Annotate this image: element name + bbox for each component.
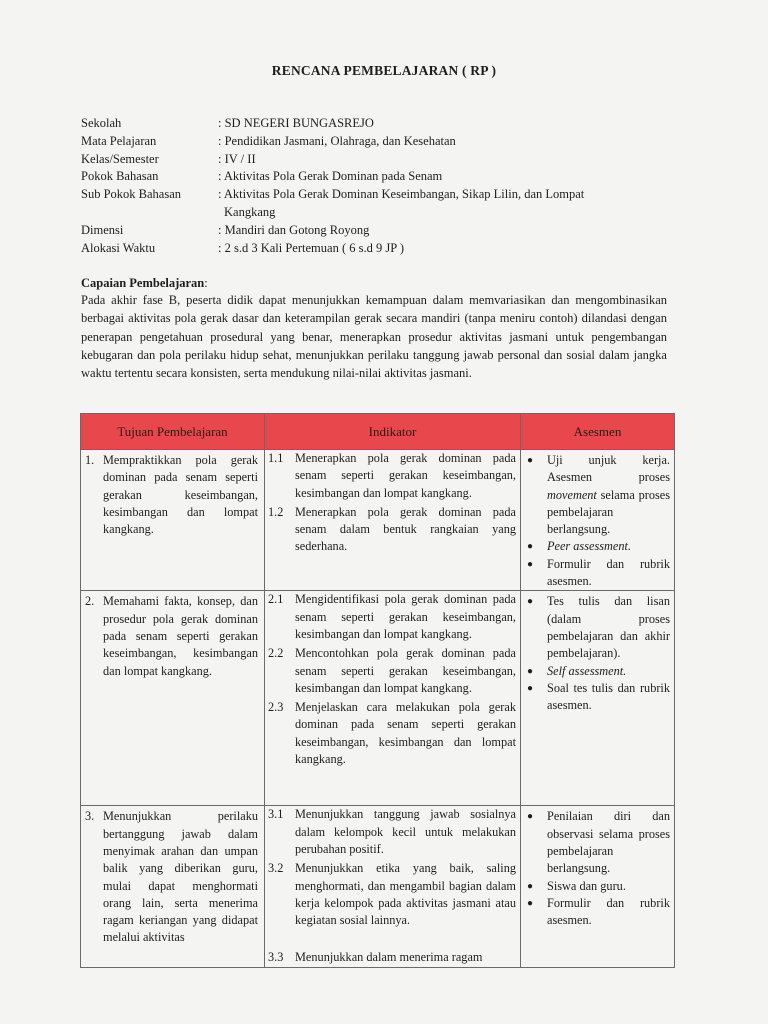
table-row (81, 806, 675, 967)
indikator-item (265, 699, 520, 768)
identity-row (81, 115, 638, 133)
identity-row (81, 168, 638, 186)
indikator-number: 2.2 (268, 646, 284, 661)
asesmen-item (527, 663, 670, 680)
indikator-text: Menerapkan pola gerak dominan pada senam dalam bentuk rangkaian yang sederhana. (295, 504, 516, 554)
identity-row (81, 151, 638, 169)
header-indikator: Indikator (265, 414, 521, 450)
capaian-heading-colon: : (204, 276, 208, 290)
asesmen-text (547, 538, 670, 555)
asesmen-text-part: Formulir dan rubrik asesmen. (547, 895, 670, 928)
indikator-text: Mencontohkan pola gerak dominan pada senam seperti gerakan keseimbangan, kesimbangan dan lompat kangkang. (295, 646, 516, 695)
identity-value: : Aktivitas Pola Gerak Dominan pada Senam (218, 169, 443, 184)
identity-value (218, 186, 638, 222)
indikator-number: 2.3 (268, 700, 284, 715)
bullet-icon: ● (527, 558, 534, 570)
indikator-item (265, 949, 520, 966)
table-row (81, 450, 675, 591)
asesmen-text (547, 680, 670, 715)
identity-label: Pokok Bahasan (81, 169, 159, 184)
tujuan-text: Mempraktikkan pola gerak dominan pada senam seperti gerakan keseimbangan, kesimbangan dan lompat kangkang. (103, 453, 258, 537)
tujuan-cell (81, 806, 265, 967)
identity-table (81, 115, 638, 257)
identity-label: Alokasi Waktu (81, 240, 156, 255)
learning-objectives-table (80, 413, 675, 968)
asesmen-item (527, 895, 670, 930)
header-tujuan: Tujuan Pembelajaran (81, 414, 265, 450)
indikator-item (265, 591, 520, 643)
asesmen-cell (521, 806, 675, 967)
asesmen-text (547, 895, 670, 930)
indikator-item (265, 860, 520, 929)
identity-value: : Pendidikan Jasmani, Olahraga, dan Kesehatan (218, 133, 456, 148)
document-title: RENCANA PEMBELAJARAN ( RP ) (271, 63, 497, 78)
asesmen-text (547, 878, 670, 895)
indikator-cell (265, 806, 521, 967)
indikator-item (265, 806, 520, 858)
header-asesmen: Asesmen (521, 414, 675, 450)
indikator-text: Mengidentifikasi pola gerak dominan pada senam seperti gerakan keseimbangan, kesimbangan dan lompat kangkang. (295, 592, 516, 641)
indikator-text: Menerapkan pola gerak dominan pada senam seperti gerakan keseimbangan, kesimbangan dan lompat kangkang. (295, 451, 516, 500)
asesmen-item (527, 680, 670, 715)
asesmen-item (527, 452, 670, 538)
indikator-number: 1.2 (268, 504, 284, 519)
tujuan-cell (81, 591, 265, 806)
identity-row (81, 240, 638, 258)
tujuan-number: 1. (85, 453, 95, 467)
asesmen-text (547, 593, 670, 662)
tujuan-cell (81, 450, 265, 591)
identity-value: : SD NEGERI BUNGASREJO (218, 116, 374, 130)
bullet-icon: ● (527, 880, 534, 892)
indikator-item (265, 450, 520, 502)
indikator-cell (265, 450, 521, 591)
asesmen-item (527, 808, 670, 877)
identity-label: Sub Pokok Bahasan (81, 187, 181, 202)
asesmen-item (527, 538, 670, 555)
indikator-number: 3.3 (268, 950, 284, 965)
asesmen-item (527, 878, 670, 895)
tujuan-item (81, 450, 264, 538)
identity-row (81, 133, 638, 151)
asesmen-text-part: Formulir dan rubrik asesmen. (547, 556, 670, 589)
asesmen-item (527, 593, 670, 662)
identity-row (81, 186, 638, 222)
indikator-text: Menunjukkan dalam menerima ragam (295, 950, 483, 965)
asesmen-list (521, 450, 674, 590)
asesmen-list (521, 591, 674, 714)
identity-value: : 2 s.d 3 Kali Pertemuan ( 6 s.d 9 JP ) (218, 240, 404, 255)
indikator-number: 3.2 (268, 861, 284, 876)
asesmen-text (547, 452, 670, 538)
table-row (81, 591, 675, 806)
indikator-item (265, 504, 520, 556)
identity-value: : IV / II (218, 151, 256, 166)
bullet-icon: ● (527, 811, 534, 823)
asesmen-text-part: Penilaian diri dan observasi selama proses pembelajaran berlangsung. (547, 809, 670, 876)
table-body (81, 450, 675, 968)
identity-value-line: : Aktivitas Pola Gerak Dominan Keseimbangan, Sikap Lilin, dan Lompat (218, 187, 585, 202)
asesmen-text-part: Uji unjuk kerja. Asesmen proses (547, 453, 670, 485)
asesmen-text-part: Siswa dan guru. (547, 878, 626, 893)
identity-value-continuation: Kangkang (224, 204, 276, 219)
asesmen-cell (521, 450, 675, 591)
capaian-paragraph: Pada akhir fase B, peserta didik dapat menunjukkan kemampuan dalam memvariasikan dan mengombinasikan berbagai aktivitas pola gerak dasar dan keterampilan gerak secara mandiri (tanpa meniru contoh) dilandasi dengan penerapan pengetahuan prosedural yang benar, menerapkan prosedur aktivitas jasmani untuk pengembangan kebugaran dan pola perilaku hidup sehat, menunjukkan perilaku tanggung jawab personal dan sosial dalam jangka waktu tertentu secara konsisten, serta mendukung nilai-nilai aktivitas jasmani. (81, 293, 667, 381)
asesmen-text-part: selama proses pembelajaran berlangsung. (547, 487, 670, 537)
identity-label: Dimensi (81, 222, 124, 237)
asesmen-text-part: Tes tulis dan lisan (dalam proses pembelajaran dan akhir pembelajaran). (547, 594, 670, 661)
tujuan-number: 3. (85, 809, 95, 824)
indikator-text: Menunjukkan tanggung jawab sosialnya dalam kelompok kecil untuk melakukan perubahan positif. (295, 807, 516, 856)
asesmen-text (547, 663, 670, 680)
tujuan-text: Memahami fakta, konsep, dan prosedur pola gerak dominan pada senam seperti gerakan keseimbangan, kesimbangan dan lompat kangkang. (103, 594, 258, 678)
indikator-text: Menjelaskan cara melakukan pola gerak dominan pada senam seperti gerakan keseimbangan, kesimbangan dan lompat kangkang. (295, 700, 516, 767)
bullet-icon: ● (527, 541, 534, 553)
indikator-number: 2.1 (268, 592, 284, 607)
identity-label: Sekolah (81, 116, 122, 130)
tujuan-text: Menunjukkan perilaku bertanggung jawab dalam menyimak arahan dan umpan balik yang diberikan guru, mulai dapat menghormati orang lain, serta menerima ragam keriangan yang didapat melalui aktivitas (103, 809, 258, 945)
identity-value: : Mandiri dan Gotong Royong (218, 222, 370, 237)
indikator-number: 1.1 (268, 451, 284, 465)
tujuan-number: 2. (85, 594, 95, 609)
identity-label: Kelas/Semester (81, 151, 159, 166)
asesmen-text-italic: movement (547, 487, 597, 502)
asesmen-text (547, 808, 670, 877)
capaian-heading (81, 276, 208, 291)
bullet-icon: ● (527, 897, 534, 909)
asesmen-list (521, 806, 674, 929)
bullet-icon: ● (527, 665, 534, 677)
asesmen-text (547, 556, 670, 591)
bullet-icon: ● (527, 455, 534, 466)
identity-label: Mata Pelajaran (81, 133, 157, 148)
identity-row (81, 222, 638, 240)
indikator-text: Menunjukkan etika yang baik, saling menghormati, dan mengambil bagian dalam kerja kelompok pada aktivitas jasmani atau kegiatan sosial lainnya. (295, 861, 516, 928)
asesmen-cell (521, 591, 675, 806)
indikator-cell (265, 591, 521, 806)
bullet-icon: ● (527, 596, 534, 608)
bullet-icon: ● (527, 682, 534, 694)
indikator-number: 3.1 (268, 807, 284, 822)
indikator-item (265, 645, 520, 697)
asesmen-item (527, 556, 670, 591)
capaian-heading-text: Capaian Pembelajaran (81, 276, 205, 290)
tujuan-item (81, 591, 264, 679)
tujuan-item (81, 806, 264, 946)
asesmen-text-italic: Peer assessment. (547, 539, 632, 554)
asesmen-text-italic: Self assessment. (547, 663, 627, 678)
table-header-row (81, 414, 675, 450)
asesmen-text-part: Soal tes tulis dan rubrik asesmen. (547, 680, 670, 713)
